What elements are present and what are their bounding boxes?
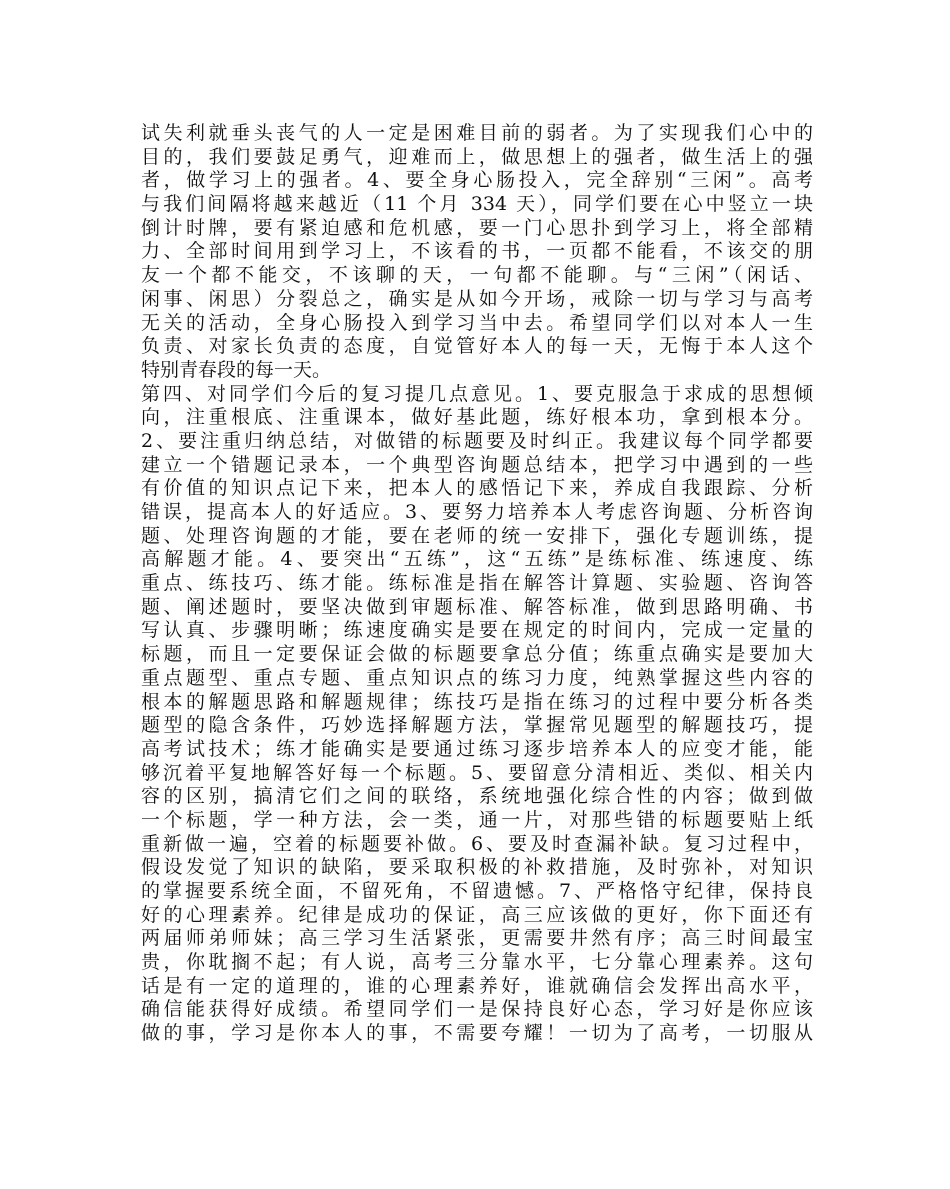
text-line: 贵，你耽搁不起；有人说，高考三分靠水平，七分靠心理素养。这句 (141, 951, 813, 974)
text-line: 闲事、闲思）分裂总之，确实是从如今开场，戒除一切与学习与高考 (141, 287, 813, 310)
text-line: 2、要注重归纳总结，对做错的标题要及时纠正。我建议每个同学都要 (141, 429, 813, 452)
text-line: 话是有一定的道理的，谁的心理素养好，谁就确信会发挥出高水平， (141, 974, 813, 997)
text-line: 无关的活动，全身心肠投入到学习当中去。希望同学们以对本人一生 (141, 311, 813, 334)
text-line: 两届师弟师妹；高三学习生活紧张，更需要井然有序；高三时间最宝 (141, 927, 813, 950)
text-line: 与我们间隔将越来越近（11 个月 334 天），同学们要在心中竖立一块 (141, 193, 813, 216)
text-line: 倒计时牌，要有紧迫感和危机感，要一门心思扑到学习上，将全部精 (141, 216, 813, 239)
text-line: 力、全部时间用到学习上，不该看的书，一页都不能看，不该交的朋 (141, 240, 813, 263)
text-line: 的掌握要系统全面，不留死角，不留遗憾。7、严格恪守纪律，保持良 (141, 880, 813, 902)
text-line: 够沉着平复地解答好每一个标题。5、要留意分清相近、类似、相关内 (141, 761, 813, 784)
body-text (141, 122, 813, 1046)
text-line: 做的事，学习是你本人的事，不需要夸耀！一切为了高考，一切服从 (141, 1022, 813, 1045)
text-line: 者，做学习上的强者。4、要全身心肠投入，完全辞别“三闲”。高考 (141, 169, 813, 192)
text-line: 重新做一遍，空着的标题要补做。6、要及时查漏补缺。复习过程中， (141, 832, 813, 855)
text-line: 错误，提高本人的好适应。3、要努力培养本人考虑咨询题、分析咨询 (141, 501, 813, 523)
text-line: 目的，我们要鼓足勇气，迎难而上，做思想上的强者，做生活上的强 (141, 145, 813, 168)
text-line: 有价值的知识点记下来，把本人的感悟记下来，养成自我跟踪、分析 (141, 477, 813, 500)
text-line: 题型的隐含条件，巧妙选择解题方法，掌握常见题型的解题技巧，提 (141, 714, 813, 737)
text-line: 标题，而且一定要保证会做的标题要拿总分值；练重点确实是要加大 (141, 643, 813, 666)
text-line: 试失利就垂头丧气的人一定是困难目前的弱者。为了实现我们心中的 (141, 122, 813, 144)
text-line: 好的心理素养。纪律是成功的保证，高三应该做的更好，你下面还有 (141, 903, 813, 926)
text-line: 假设发觉了知识的缺陷，要采取积极的补救措施，及时弥补，对知识 (141, 856, 813, 879)
text-line: 特别青春段的每一天。 (141, 358, 332, 381)
text-line: 高解题才能。4、要突出“五练”，这“五练”是练标准、练速度、练 (141, 548, 813, 571)
text-line: 建立一个错题记录本，一个典型咨询题总结本，把学习中遇到的一些 (141, 453, 813, 476)
text-line: 重点、练技巧、练才能。练标准是指在解答计算题、实验题、咨询答 (141, 572, 813, 595)
text-line: 一个标题，学一种方法，会一类，通一片，对那些错的标题要贴上纸 (141, 808, 813, 831)
text-line: 负责、对家长负责的态度，自觉管好本人的每一天，无悔于本人这个 (141, 335, 813, 358)
text-line: 高考试技术；练才能确实是要通过练习逐步培养本人的应变才能，能 (141, 737, 813, 760)
text-line: 题、阐述题时，要坚决做到审题标准、解答标准，做到思路明确、书 (141, 595, 813, 618)
text-line: 友一个都不能交，不该聊的天，一句都不能聊。与“三闲”（闲话、 (141, 264, 813, 287)
text-line: 第四、对同学们今后的复习提几点意见。1、要克服急于求成的思想倾 (141, 382, 813, 405)
text-line: 确信能获得好成绩。希望同学们一是保持良好心态，学习好是你应该 (141, 998, 813, 1021)
text-line: 容的区别，搞清它们之间的联络，系统地强化综合性的内容；做到做 (141, 785, 813, 808)
text-line: 题、处理咨询题的才能，要在老师的统一安排下，强化专题训练，提 (141, 524, 813, 547)
text-line: 重点题型、重点专题、重点知识点的练习力度，纯熟掌握这些内容的 (141, 666, 813, 689)
text-line: 向，注重根底、注重课本，做好基此题，练好根本功，拿到根本分。 (141, 406, 813, 429)
text-line: 写认真、步骤明晰；练速度确实是要在规定的时间内，完成一定量的 (141, 619, 813, 642)
text-line: 根本的解题思路和解题规律；练技巧是指在练习的过程中要分析各类 (141, 690, 813, 713)
